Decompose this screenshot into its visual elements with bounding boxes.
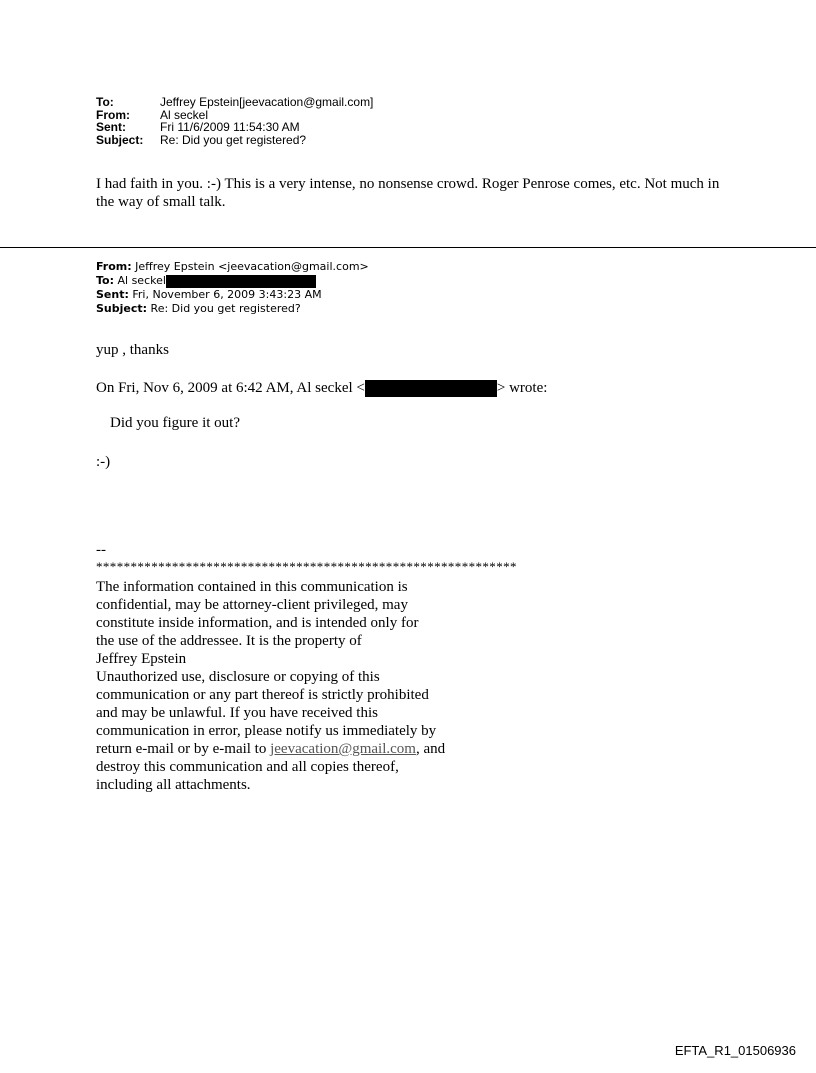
- divider-line: [0, 247, 816, 248]
- from-value: Al seckel: [160, 107, 209, 122]
- disclaimer-line: communication or any part thereof is strictly prohibited: [96, 687, 429, 703]
- message-body: I had faith in you. :-) This is a very intense, no nonsense crowd. Roger Penrose comes, etc. Not much in the way of small talk.: [96, 176, 720, 210]
- quoted-sent-row: Sent: Fri, November 6, 2009 3:43:23 AM: [96, 288, 322, 301]
- redaction-box: [365, 380, 497, 397]
- redaction-box: [166, 275, 316, 288]
- from-label: From:: [96, 107, 130, 122]
- disclaimer-line: communication in error, please notify us immediately by: [96, 723, 437, 739]
- disclaimer-line: The information contained in this communication is: [96, 579, 408, 595]
- disclaimer-line: and may be unlawful. If you have received this: [96, 705, 378, 721]
- disclaimer-line: including all attachments.: [96, 777, 251, 793]
- quoted-subject-value: Re: Did you get registered?: [150, 302, 301, 315]
- disclaimer-line: Unauthorized use, disclosure or copying of this: [96, 669, 380, 685]
- quoted-from-value: Jeffrey Epstein <jeevacation@gmail.com>: [135, 260, 369, 273]
- reply-text: yup , thanks: [96, 342, 169, 358]
- disclaimer-line: return e-mail or by e-mail to jeevacation@gmail.com, and: [96, 741, 446, 757]
- disclaimer-line: Jeffrey Epstein: [96, 651, 187, 667]
- document-id: EFTA_R1_01506936: [674, 1043, 796, 1058]
- quoted-email-header: [96, 260, 369, 316]
- signature-dash: --: [96, 542, 106, 558]
- quote-attribution: On Fri, Nov 6, 2009 at 6:42 AM, Al seckel < > wrote:: [96, 380, 548, 396]
- subject-value: Re: Did you get registered?: [160, 132, 307, 147]
- subject-label: Subject:: [96, 132, 144, 147]
- sent-label: Sent:: [96, 120, 126, 134]
- disclaimer-line: the use of the addressee. It is the property of: [96, 633, 362, 649]
- header-sent-row: [96, 121, 373, 134]
- disclaimer-line: confidential, may be attorney-client privileged, may: [96, 597, 408, 613]
- header-subject-row: [96, 134, 373, 147]
- to-label: To:: [96, 95, 114, 109]
- quoted-to-row: To: Al seckel: [96, 274, 369, 288]
- smiley-text: :-): [96, 454, 111, 470]
- header-to-row: [96, 96, 373, 109]
- to-value: Jeffrey Epstein[jeevacation@gmail.com]: [160, 95, 374, 109]
- sent-value: Fri 11/6/2009 11:54:30 AM: [160, 120, 300, 134]
- email-header-top: [96, 96, 373, 146]
- quoted-sent-value: Fri, November 6, 2009 3:43:23 AM: [132, 288, 322, 301]
- disclaimer-line: constitute inside information, and is intended only for: [96, 615, 419, 631]
- quoted-line: Did you figure it out?: [110, 415, 240, 431]
- disclaimer-line: destroy this communication and all copies thereof,: [96, 759, 399, 775]
- confidentiality-disclaimer: [96, 578, 516, 794]
- signature-stars: *************************************************************: [96, 559, 517, 574]
- quoted-subject-row: Subject: Re: Did you get registered?: [96, 302, 301, 315]
- quoted-from-row: From: Jeffrey Epstein <jeevacation@gmail.com>: [96, 260, 369, 273]
- quoted-to-value: Al seckel: [117, 274, 166, 287]
- email-link[interactable]: jeevacation@gmail.com: [270, 741, 416, 757]
